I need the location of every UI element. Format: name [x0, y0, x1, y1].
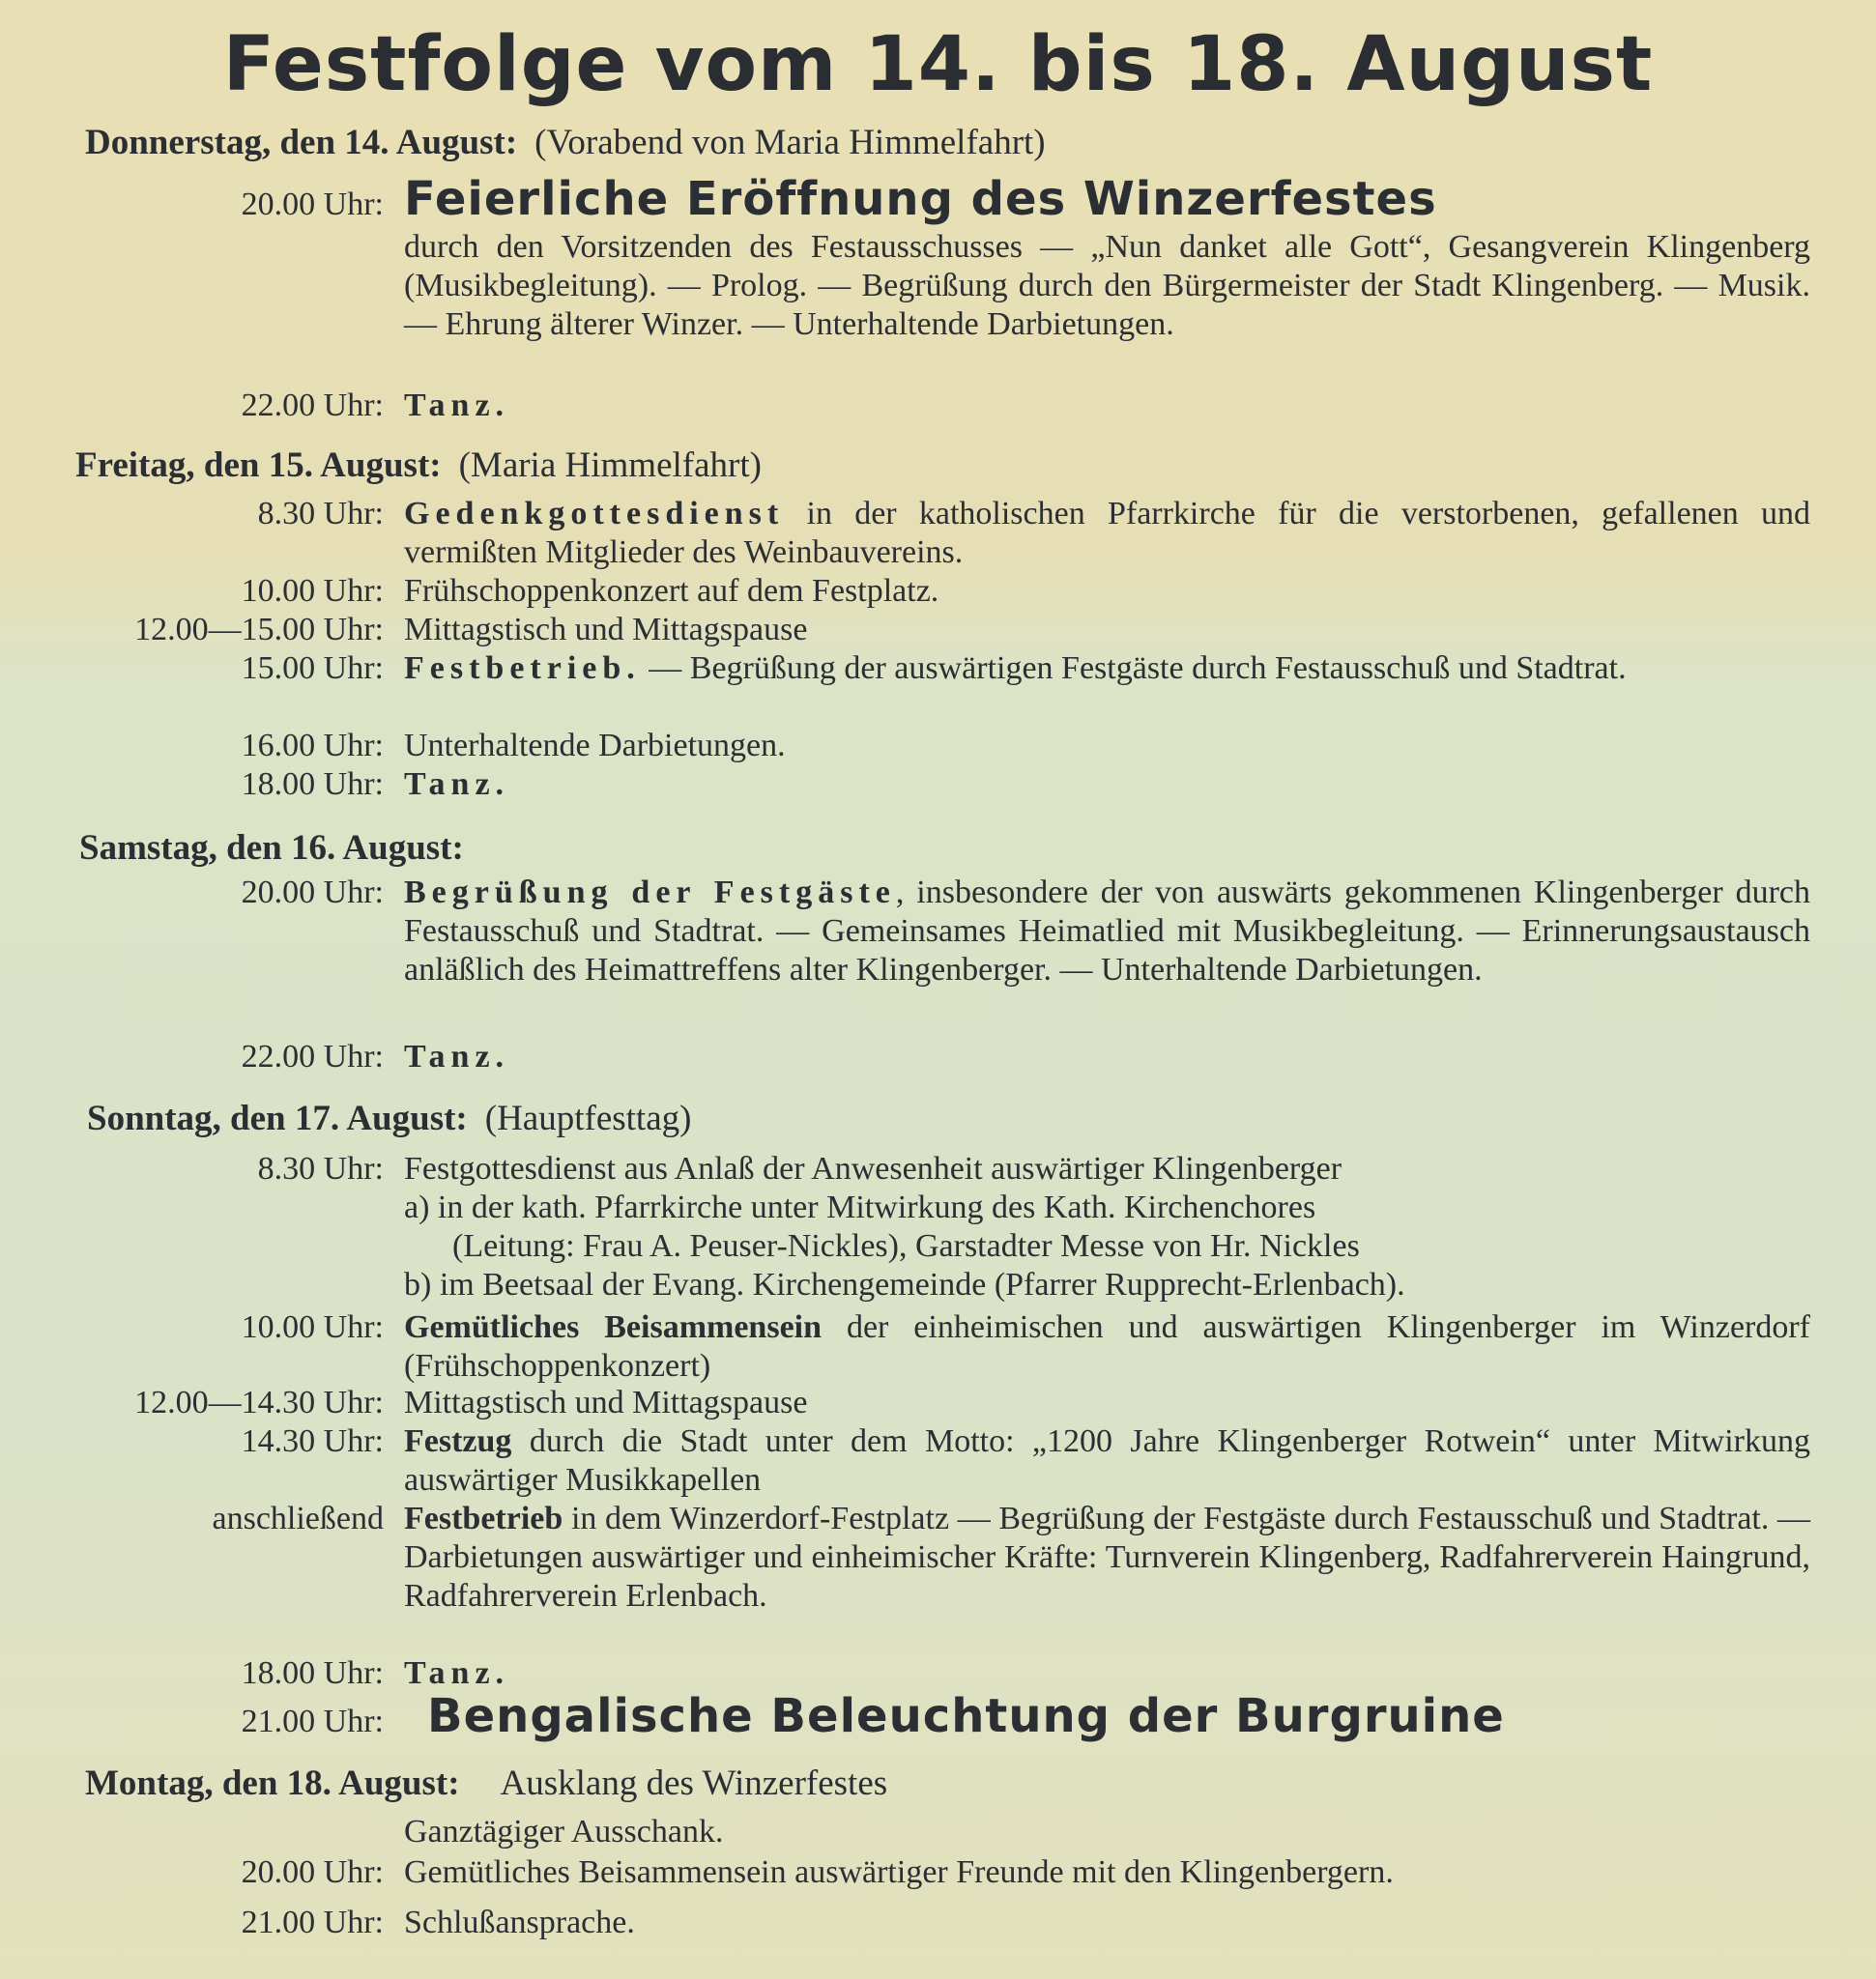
event-sub-a: a) in der kath. Pfarrkirche unter Mitwirkung des Kath. Kirchenchores	[404, 1190, 1316, 1225]
event-entry	[404, 495, 1810, 572]
event-time: 18.00 Uhr:	[241, 766, 384, 802]
event-text: Festgottesdienst aus Anlaß der Anwesenheit auswärtiger Klingenberger	[404, 1151, 1342, 1187]
event-entry	[404, 1422, 1810, 1500]
event-time: 15.00 Uhr:	[241, 650, 384, 686]
event-text: Unterhaltende Darbietungen.	[404, 728, 786, 763]
event-time: 20.00 Uhr:	[241, 186, 384, 222]
event-time: 12.00—15.00 Uhr:	[134, 612, 384, 647]
day-heading-monday	[85, 1763, 887, 1805]
event-text: — Begrüßung der auswärtigen Festgäste durch Festausschuß und Stadtrat.	[649, 650, 1627, 686]
event-text: Ganztägiger Ausschank.	[404, 1814, 724, 1850]
event-time: anschließend	[212, 1501, 384, 1536]
event-entry	[404, 649, 1810, 688]
day-title: Montag, den 18. August:	[85, 1764, 460, 1803]
day-heading-friday	[75, 445, 762, 487]
day-title: Sonntag, den 17. August:	[87, 1099, 468, 1138]
event-emph: Gemütliches Beisammensein	[404, 1309, 823, 1345]
event-text: durch die Stadt unter dem Motto: „1200 Jahre Klingenberger Rotwein“ unter Mitwirkung auswärtiger Musikkapellen	[404, 1423, 1811, 1498]
event-headline: Feierliche Eröffnung des Winzerfestes	[404, 172, 1437, 226]
event-time: 8.30 Uhr:	[257, 496, 384, 531]
event-time: 20.00 Uhr:	[241, 1854, 384, 1890]
event-emph: Festbetrieb.	[404, 650, 641, 686]
day-note: (Maria Himmelfahrt)	[458, 445, 762, 485]
event-text: , insbesondere der von auswärts gekommenen Klingenberger durch Festausschuß und Stadtrat. — Gemeinsames Heimatlied mit Musikbegleitung. — Erinnerungsaustausch anläßlich des Heimattreffens alter Klingenberger. — Unterhaltende Darbietungen.	[404, 875, 1811, 988]
event-text: in der katholischen Pfarrkirche für die verstorbenen, gefallenen und vermißten Mitglieder des Weinbauvereins.	[404, 496, 1811, 570]
event-time: 16.00 Uhr:	[241, 728, 384, 763]
event-time: 20.00 Uhr:	[241, 875, 384, 910]
day-note: Ausklang des Winzerfestes	[500, 1764, 888, 1803]
event-text: Schlußansprache.	[404, 1905, 635, 1940]
day-heading-saturday	[79, 827, 464, 870]
event-entry	[404, 1500, 1810, 1616]
event-time: 10.00 Uhr:	[241, 573, 384, 609]
day-heading-thursday	[85, 122, 1046, 164]
event-emph: Tanz.	[404, 766, 510, 802]
event-emph: Festbetrieb	[404, 1501, 563, 1536]
event-emph: Festzug	[404, 1423, 512, 1459]
day-title: Freitag, den 15. August:	[75, 445, 442, 485]
event-time: 22.00 Uhr:	[241, 1039, 384, 1075]
day-note: (Vorabend von Maria Himmelfahrt)	[534, 123, 1046, 162]
event-sub-b: b) im Beetsaal der Evang. Kirchengemeinde (Pfarrer Rupprecht-Erlenbach).	[404, 1267, 1405, 1303]
event-text: Mittagstisch und Mittagspause	[404, 612, 808, 647]
page-title: Festfolge vom 14. bis 18. August	[222, 21, 1654, 108]
event-time: 14.30 Uhr:	[241, 1423, 384, 1459]
event-time: 21.00 Uhr:	[241, 1905, 384, 1940]
event-emph: Gedenkgottesdienst	[404, 496, 785, 531]
event-text: Gemütliches Beisammensein auswärtiger Freunde mit den Klingenbergern.	[404, 1854, 1394, 1890]
event-text: in dem Winzerdorf-Festplatz — Begrüßung der Festgäste durch Festausschuß und Stadtrat. — Darbietungen auswärtiger und einheimischer Kräfte: Turnverein Klingenberg, Radfahrerverein Haingrund, Radfahrerverein Erlenbach.	[404, 1501, 1811, 1614]
event-emph: Tanz.	[404, 1039, 510, 1075]
event-time: 10.00 Uhr:	[241, 1309, 384, 1345]
event-emph: Begrüßung der Festgäste	[404, 875, 896, 910]
event-text: durch den Vorsitzenden des Festausschusses — „Nun danket alle Gott“, Gesangverein Klingenberg (Musikbegleitung). — Prolog. — Begrüßung durch den Bürgermeister der Stadt Klingenberg. — Musik. — Ehrung älterer Winzer. — Unterhaltende Darbietungen.	[404, 229, 1810, 342]
event-emph: Tanz.	[404, 387, 510, 423]
day-title: Samstag, den 16. August:	[79, 828, 464, 868]
event-time: 8.30 Uhr:	[257, 1151, 384, 1187]
event-sub-a-cont: (Leitung: Frau A. Peuser-Nickles), Garstadter Messe von Hr. Nickles	[452, 1228, 1360, 1264]
event-text: der einheimischen und auswärtigen Klingenberger im Winzerdorf (Frühschoppenkonzert)	[404, 1309, 1810, 1384]
event-emph: Tanz.	[404, 1655, 510, 1691]
event-text: Mittagstisch und Mittagspause	[404, 1385, 808, 1420]
event-time: 18.00 Uhr:	[241, 1655, 384, 1691]
day-title: Donnerstag, den 14. August:	[85, 123, 518, 162]
event-time: 21.00 Uhr:	[241, 1704, 384, 1739]
event-entry	[404, 874, 1810, 990]
event-time: 22.00 Uhr:	[241, 387, 384, 423]
day-note: (Hauptfesttag)	[484, 1099, 692, 1138]
event-text: Frühschoppenkonzert auf dem Festplatz.	[404, 573, 939, 609]
event-headline: Bengalische Beleuchtung der Burgruine	[427, 1689, 1505, 1743]
day-heading-sunday	[87, 1098, 691, 1140]
event-entry	[404, 1308, 1810, 1386]
event-time: 12.00—14.30 Uhr:	[134, 1385, 384, 1420]
